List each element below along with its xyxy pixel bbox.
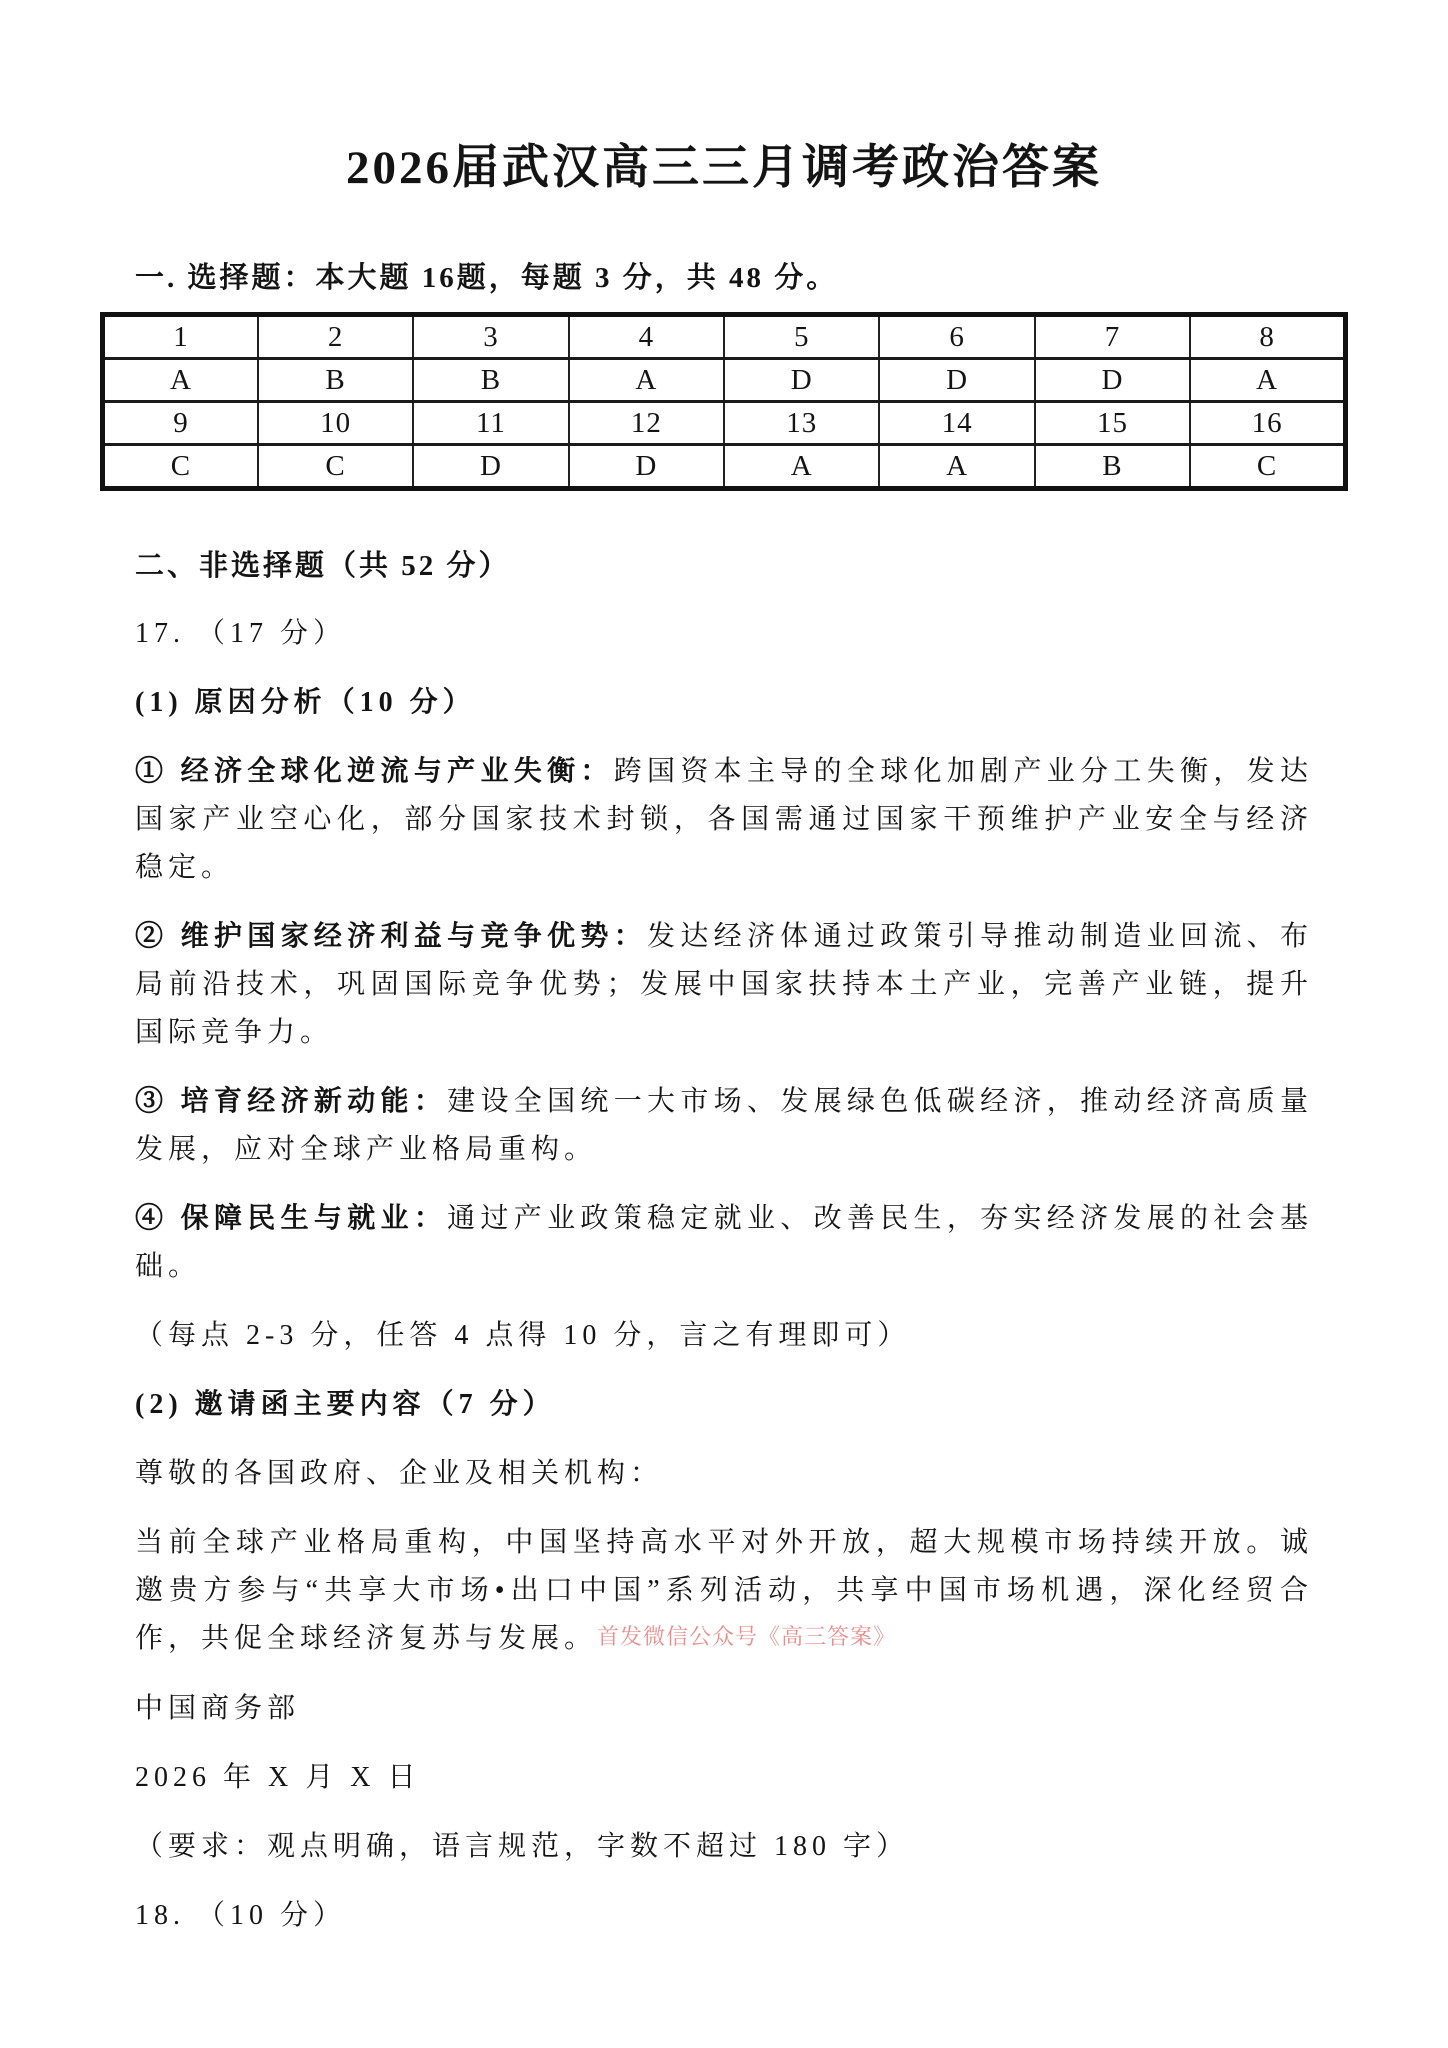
answer-cell: C: [1190, 445, 1345, 489]
q17-part2-heading: (2) 邀请函主要内容（7 分）: [135, 1389, 556, 1420]
answer-cell: D: [879, 359, 1034, 402]
point-4-text: 通过产业政策稳定就业、改善民生，夯实经济发展的社会基础。: [135, 1203, 1313, 1282]
letter-signature: 中国商务部: [135, 1693, 301, 1724]
answer-cell: A: [569, 359, 724, 402]
answer-table: [100, 312, 1348, 491]
requirement-note: （要求：观点明确，语言规范，字数不超过 180 字）: [135, 1831, 910, 1862]
page-title: 2026届武汉高三三月调考政治答案: [346, 142, 1102, 194]
table-row-answers-1-8: [103, 359, 1346, 402]
answer-cell: B: [258, 359, 413, 402]
question-number-cell: 15: [1035, 402, 1190, 445]
question-number-cell: 5: [724, 315, 879, 359]
question-number-cell: 16: [1190, 402, 1345, 445]
answer-cell: C: [258, 445, 413, 489]
question-number-cell: 6: [879, 315, 1034, 359]
letter-body-text: 当前全球产业格局重构，中国坚持高水平对外开放，超大规模市场持续开放。诚邀贵方参与“共享大市场•出口中国”系列活动，共享中国市场机遇，深化经贸合作，共促全球经济复苏与发展。: [135, 1527, 1313, 1654]
table-row-answers-9-16: [103, 445, 1346, 489]
answer-point-1: [135, 748, 1313, 892]
question-number-cell: 7: [1035, 315, 1190, 359]
answer-cell: D: [569, 445, 724, 489]
point-1-text: 跨国资本主导的全球化加剧产业分工失衡，发达国家产业空心化，部分国家技术封锁，各国需通过国家干预维护产业安全与经济稳定。: [135, 756, 1313, 883]
answer-cell: D: [413, 445, 568, 489]
point-3-text: 建设全国统一大市场、发展绿色低碳经济，推动经济高质量发展，应对全球产业格局重构。: [135, 1086, 1313, 1165]
mcq-section-heading: 一. 选择题：本大题 16题，每题 3 分，共 48 分。: [135, 262, 839, 294]
point-4-lead: ④ 保障民生与就业：: [135, 1203, 448, 1234]
answer-cell: B: [413, 359, 568, 402]
answer-cell: D: [724, 359, 879, 402]
point-2-text: 发达经济体通过政策引导推动制造业回流、布局前沿技术，巩固国际竞争优势；发展中国家扶持本土产业，完善产业链，提升国际竞争力。: [135, 921, 1313, 1048]
answer-point-4: [135, 1195, 1313, 1291]
answer-point-3: [135, 1078, 1313, 1174]
letter-salutation: 尊敬的各国政府、企业及相关机构：: [135, 1458, 664, 1489]
question-number-cell: 3: [413, 315, 568, 359]
question-18-label: 18. （10 分）: [135, 1900, 347, 1931]
answer-cell: C: [103, 445, 258, 489]
point-1-lead: ① 经济全球化逆流与产业失衡：: [135, 756, 614, 787]
table-row-question-numbers-1-8: [103, 315, 1346, 359]
answer-cell: A: [103, 359, 258, 402]
answer-cell: A: [1190, 359, 1345, 402]
table-row-question-numbers-9-16: [103, 402, 1346, 445]
question-number-cell: 12: [569, 402, 724, 445]
point-2-lead: ② 维护国家经济利益与竞争优势：: [135, 921, 648, 952]
letter-date: 2026 年 X 月 X 日: [135, 1762, 421, 1793]
question-number-cell: 9: [103, 402, 258, 445]
letter-body: [135, 1519, 1313, 1664]
question-17-label: 17. （17 分）: [135, 618, 347, 649]
question-number-cell: 4: [569, 315, 724, 359]
point-3-lead: ③ 培育经济新动能：: [135, 1086, 448, 1117]
answer-cell: D: [1035, 359, 1190, 402]
watermark-text: 首发微信公众号《高三答案》: [597, 1624, 897, 1649]
q17-part1-heading: (1) 原因分析（10 分）: [135, 687, 476, 718]
question-number-cell: 1: [103, 315, 258, 359]
scoring-note: （每点 2-3 分，任答 4 点得 10 分，言之有理即可）: [135, 1320, 911, 1351]
answer-cell: B: [1035, 445, 1190, 489]
answer-cell: A: [724, 445, 879, 489]
question-number-cell: 11: [413, 402, 568, 445]
answer-cell: A: [879, 445, 1034, 489]
answer-point-2: [135, 913, 1313, 1057]
frq-section-heading: 二、非选择题（共 52 分）: [135, 550, 511, 582]
question-number-cell: 13: [724, 402, 879, 445]
question-number-cell: 2: [258, 315, 413, 359]
question-number-cell: 10: [258, 402, 413, 445]
question-number-cell: 14: [879, 402, 1034, 445]
question-number-cell: 8: [1190, 315, 1345, 359]
